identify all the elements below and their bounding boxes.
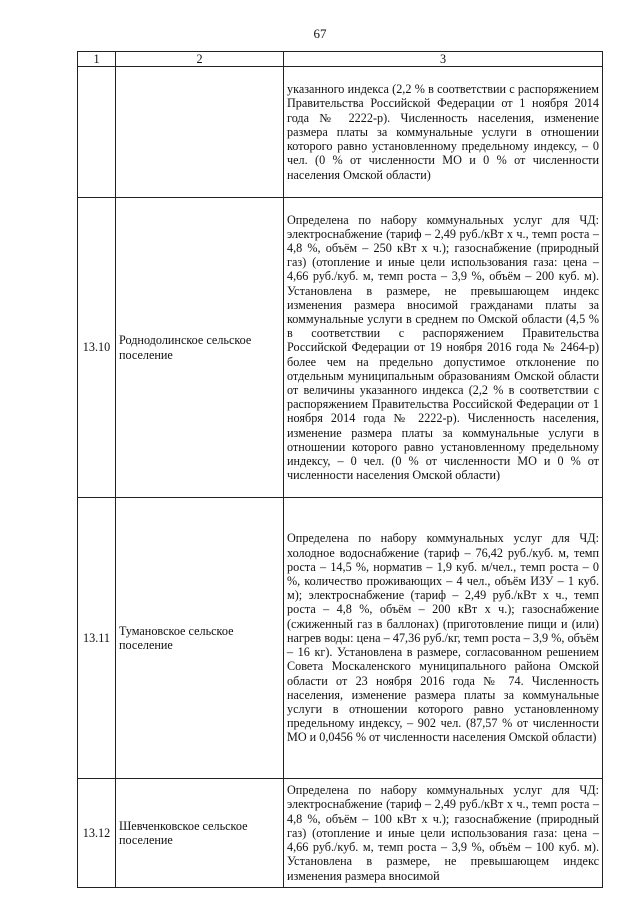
row-number: 13.10 <box>78 198 116 498</box>
table-row <box>78 779 603 888</box>
table-row <box>78 67 603 198</box>
row-number: 13.12 <box>78 779 116 888</box>
column-header-2: 2 <box>116 52 284 67</box>
row-number: 13.11 <box>78 498 116 779</box>
municipality-name <box>116 67 284 198</box>
index-description: Определена по набору коммунальных услуг для ЧД: холодное водоснабжение (тариф – 76,42 руб./куб. м, темп роста – 14,5 %, норматив – 1,9 куб. м/чел., темп роста – 0 %, количество проживающих – 4 чел., объём ИЗУ – 1 куб. м); электроснабжение (тариф – 2,49 руб./кВт х ч., темп роста – 4,8 %, объём – 200 кВт х ч.); газоснабжение (сжиженный газ в баллонах) (приготовление пищи и (или) нагрев воды: цена – 47,36 руб./кг, темп роста – 3,9 %, объём – 16 кг). Установлена в размере, согласованном решением Совета Москаленского муниципального района Омской области от 23 ноября 2016 года № 74. Численность населения, изменение размера платы за коммунальные услуги в отношении которого равно установленному предельному индексу, – 902 чел. (87,57 % от численности МО и 0,0456 % от численности населения Омской области) <box>284 498 603 779</box>
municipality-name: Роднодолинское сельское поселение <box>116 198 284 498</box>
index-description: Определена по набору коммунальных услуг для ЧД: электроснабжение (тариф – 2,49 руб./кВт х ч., темп роста – 4,8 %, объём – 250 кВт х ч.); газоснабжение (природный газ) (отопление и иные цели использования газа: цена – 4,66 руб./куб. м, темп роста – 3,9 %, объём – 200 куб. м). Установлена в размере, не превышающем индекс изменения размера вносимой гражданами платы за коммунальные услуги в среднем по Омской области (4,5 % в соответствии с распоряжением Правительства Российской Федерации от 19 ноября 2016 года № 2464-р) более чем на предельно допустимое отклонение по отдельным муниципальным образованиям Омской области от величины указанного индекса (2,2 % в соответствии с распоряжением Правительства Российской Федерации от 1 ноября 2014 года № 2222-р). Численность населения, изменение размера платы за коммунальные услуги в отношении которого равно установленному предельному индексу, – 0 чел. (0 % от численности МО и 0 % от численности населения Омской области) <box>284 198 603 498</box>
column-header-3: 3 <box>284 52 603 67</box>
page-number: 67 <box>313 26 327 41</box>
table-row <box>78 498 603 779</box>
table-row <box>78 198 603 498</box>
table-header-row <box>78 52 603 67</box>
index-description: указанного индекса (2,2 % в соответствии с распоряжением Правительства Российской Федерации от 1 ноября 2014 года № 2222-р). Численность населения, изменение размера платы за коммунальные услуги в отношении которого равно установленному предельному индексу, – 0 чел. (0 % от численности МО и 0 % от численности населения Омской области) <box>284 67 603 198</box>
column-header-1: 1 <box>78 52 116 67</box>
municipal-index-table <box>77 51 603 888</box>
municipality-name: Тумановское сельское поселение <box>116 498 284 779</box>
row-number <box>78 67 116 198</box>
index-description: Определена по набору коммунальных услуг для ЧД: электроснабжение (тариф – 2,49 руб./кВт х ч., темп роста – 4,8 %, объём – 100 кВт х ч.); газоснабжение (природный газ) (отопление и иные цели использования газа: цена – 4,66 руб./куб. м, темп роста – 3,9 %, объём – 100 куб. м). Установлена в размере, не превышающем индекс изменения размера вносимой <box>284 779 603 888</box>
municipality-name: Шевченковское сельское поселение <box>116 779 284 888</box>
